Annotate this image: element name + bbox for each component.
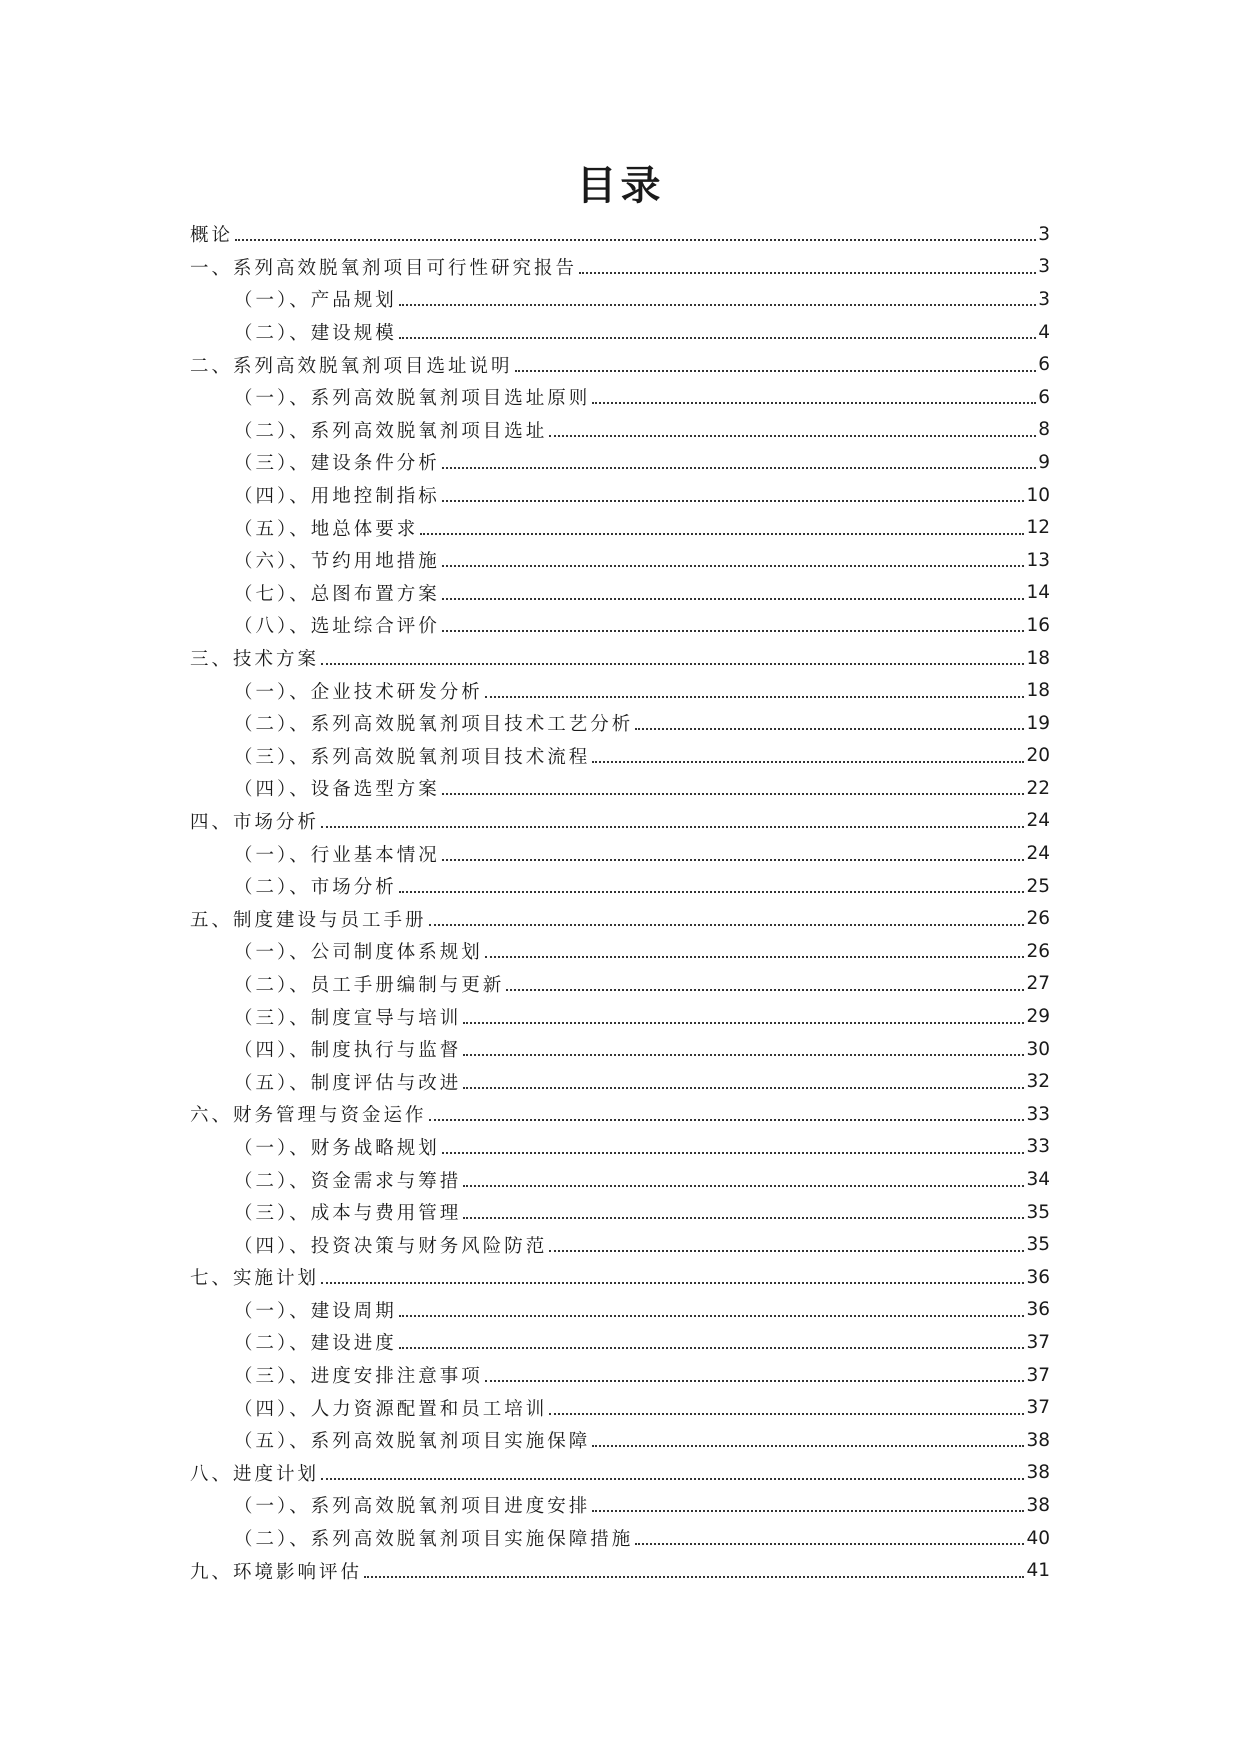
toc-entry-label: 九、环境影响评估 — [190, 1561, 363, 1583]
toc-entry-label: （三）、系列高效脱氧剂项目技术流程 — [234, 746, 591, 768]
toc-entry[interactable] — [190, 316, 1050, 349]
toc-entry-label: （三）、制度宣导与培训 — [234, 1007, 462, 1029]
toc-entry-label: （二）、系列高效脱氧剂项目实施保障措施 — [234, 1529, 634, 1551]
toc-entry-page: 22 — [1026, 777, 1050, 799]
toc-entry-page: 36 — [1026, 1299, 1050, 1321]
dot-leader — [506, 989, 1024, 991]
dot-leader — [463, 1022, 1024, 1024]
toc-entry[interactable] — [190, 1489, 1050, 1522]
dot-leader — [442, 1152, 1025, 1154]
toc-entry[interactable] — [190, 1065, 1050, 1098]
dot-leader — [321, 1282, 1024, 1284]
dot-leader — [321, 1478, 1024, 1480]
toc-entry-label: （二）、员工手册编制与更新 — [234, 974, 505, 996]
toc-entry-label: （一）、行业基本情况 — [234, 844, 440, 866]
toc-entry[interactable] — [190, 511, 1050, 544]
toc-entry-label: 五、制度建设与员工手册 — [190, 909, 427, 931]
toc-entry-page: 9 — [1038, 451, 1050, 473]
dot-leader — [485, 696, 1025, 698]
toc-entry-label: 六、财务管理与资金运作 — [190, 1105, 427, 1127]
dot-leader — [463, 1217, 1024, 1219]
toc-entry-label: （五）、制度评估与改进 — [234, 1072, 462, 1094]
dot-leader — [442, 598, 1025, 600]
dot-leader — [579, 272, 1036, 274]
dot-leader — [549, 1250, 1024, 1252]
dot-leader — [592, 402, 1036, 404]
toc-entry-page: 8 — [1038, 419, 1050, 441]
dot-leader — [549, 1413, 1024, 1415]
dot-leader — [321, 663, 1024, 665]
toc-entry-label: 四、市场分析 — [190, 811, 320, 833]
toc-entry-page: 38 — [1026, 1494, 1050, 1516]
dot-leader — [442, 793, 1025, 795]
toc-entry[interactable] — [190, 870, 1050, 903]
table-of-contents — [190, 218, 1050, 1587]
toc-entry-label: 八、进度计划 — [190, 1463, 320, 1485]
toc-entry-label: （一）、公司制度体系规划 — [234, 942, 483, 964]
toc-entry-label: （一）、系列高效脱氧剂项目进度安排 — [234, 1496, 591, 1518]
toc-entry-label: （五）、地总体要求 — [234, 518, 419, 540]
toc-entry[interactable] — [190, 1131, 1050, 1164]
toc-entry-page: 34 — [1026, 1169, 1050, 1191]
toc-entry-page: 32 — [1026, 1071, 1050, 1093]
page-title: 目录 — [576, 163, 665, 209]
dot-leader — [429, 924, 1025, 926]
toc-entry-label: （二）、系列高效脱氧剂项目选址 — [234, 420, 548, 442]
toc-entry-page: 13 — [1026, 549, 1050, 571]
toc-entry-label: （三）、建设条件分析 — [234, 453, 440, 475]
toc-entry[interactable] — [190, 283, 1050, 316]
dot-leader — [485, 1380, 1025, 1382]
toc-entry-label: 一、系列高效脱氧剂项目可行性研究报告 — [190, 257, 578, 279]
toc-entry-page: 41 — [1026, 1560, 1050, 1582]
toc-entry-page: 38 — [1026, 1429, 1050, 1451]
dot-leader — [442, 565, 1025, 567]
toc-entry-label: （一）、企业技术研发分析 — [234, 681, 483, 703]
dot-leader — [515, 370, 1037, 372]
toc-entry-page: 37 — [1026, 1364, 1050, 1386]
dot-leader — [399, 337, 1036, 339]
toc-entry[interactable] — [190, 1261, 1050, 1294]
toc-entry[interactable] — [190, 577, 1050, 610]
toc-entry[interactable] — [190, 446, 1050, 479]
toc-entry[interactable] — [190, 1000, 1050, 1033]
toc-entry[interactable] — [190, 1196, 1050, 1229]
toc-entry[interactable] — [190, 1522, 1050, 1555]
toc-entry-page: 36 — [1026, 1266, 1050, 1288]
toc-entry[interactable] — [190, 642, 1050, 675]
toc-entry-page: 4 — [1038, 321, 1050, 343]
toc-entry-page: 30 — [1026, 1038, 1050, 1060]
toc-entry-label: （五）、系列高效脱氧剂项目实施保障 — [234, 1431, 591, 1453]
toc-entry-label: （三）、成本与费用管理 — [234, 1203, 462, 1225]
toc-entry[interactable] — [190, 218, 1050, 251]
dot-leader — [429, 1119, 1025, 1121]
toc-entry-label: （八）、选址综合评价 — [234, 616, 440, 638]
toc-entry-page: 3 — [1038, 256, 1050, 278]
dot-leader — [321, 826, 1024, 828]
toc-entry[interactable] — [190, 544, 1050, 577]
toc-entry-label: （六）、节约用地措施 — [234, 551, 440, 573]
toc-entry-label: 三、技术方案 — [190, 649, 320, 671]
toc-entry-label: （七）、总图布置方案 — [234, 583, 440, 605]
toc-entry[interactable] — [190, 968, 1050, 1001]
toc-entry[interactable] — [190, 1163, 1050, 1196]
toc-entry-page: 3 — [1038, 223, 1050, 245]
toc-entry-label: （四）、设备选型方案 — [234, 779, 440, 801]
toc-entry[interactable] — [190, 1098, 1050, 1131]
toc-entry[interactable] — [190, 1228, 1050, 1261]
toc-entry[interactable] — [190, 837, 1050, 870]
toc-entry[interactable] — [190, 902, 1050, 935]
toc-entry[interactable] — [190, 935, 1050, 968]
toc-entry-page: 26 — [1026, 940, 1050, 962]
toc-entry-page: 27 — [1026, 973, 1050, 995]
toc-entry[interactable] — [190, 1457, 1050, 1490]
dot-leader — [442, 859, 1025, 861]
toc-entry[interactable] — [190, 772, 1050, 805]
toc-entry-page: 6 — [1038, 386, 1050, 408]
toc-entry-page: 3 — [1038, 288, 1050, 310]
toc-entry-label: （二）、建设进度 — [234, 1333, 397, 1355]
dot-leader — [399, 891, 1025, 893]
toc-entry-page: 18 — [1026, 647, 1050, 669]
toc-entry[interactable] — [190, 1326, 1050, 1359]
toc-entry[interactable] — [190, 740, 1050, 773]
dot-leader — [399, 304, 1036, 306]
toc-entry[interactable] — [190, 479, 1050, 512]
dot-leader — [592, 1445, 1024, 1447]
toc-entry-page: 16 — [1026, 614, 1050, 636]
toc-entry-label: （二）、市场分析 — [234, 877, 397, 899]
toc-entry[interactable] — [190, 707, 1050, 740]
dot-leader — [463, 1054, 1024, 1056]
toc-entry[interactable] — [190, 414, 1050, 447]
toc-entry-label: （一）、建设周期 — [234, 1300, 397, 1322]
toc-entry-label: （二）、系列高效脱氧剂项目技术工艺分析 — [234, 714, 634, 736]
toc-entry[interactable] — [190, 674, 1050, 707]
dot-leader — [635, 728, 1024, 730]
toc-entry[interactable] — [190, 381, 1050, 414]
toc-entry-page: 10 — [1026, 484, 1050, 506]
toc-entry-page: 18 — [1026, 680, 1050, 702]
dot-leader — [549, 435, 1036, 437]
toc-entry-page: 29 — [1026, 1006, 1050, 1028]
toc-entry-page: 14 — [1026, 582, 1050, 604]
toc-entry-page: 40 — [1026, 1527, 1050, 1549]
toc-entry-page: 24 — [1026, 810, 1050, 832]
toc-entry-label: （一）、财务战略规划 — [234, 1137, 440, 1159]
toc-entry[interactable] — [190, 609, 1050, 642]
toc-entry-label: （四）、制度执行与监督 — [234, 1040, 462, 1062]
toc-entry-page: 25 — [1026, 875, 1050, 897]
toc-entry[interactable] — [190, 1424, 1050, 1457]
dot-leader — [592, 761, 1024, 763]
toc-entry-page: 6 — [1038, 354, 1050, 376]
dot-leader — [442, 630, 1025, 632]
toc-entry-label: （四）、人力资源配置和员工培训 — [234, 1398, 548, 1420]
dot-leader — [463, 1087, 1024, 1089]
toc-entry[interactable] — [190, 1294, 1050, 1327]
toc-entry-label: 七、实施计划 — [190, 1268, 320, 1290]
toc-entry-label: （二）、资金需求与筹措 — [234, 1170, 462, 1192]
toc-entry[interactable] — [190, 1391, 1050, 1424]
toc-entry-label: （一）、产品规划 — [234, 290, 397, 312]
toc-entry-page: 33 — [1026, 1136, 1050, 1158]
toc-entry-page: 26 — [1026, 908, 1050, 930]
toc-entry-page: 38 — [1026, 1462, 1050, 1484]
dot-leader — [399, 1347, 1025, 1349]
toc-entry-label: 概论 — [190, 225, 234, 247]
toc-entry[interactable] — [190, 1359, 1050, 1392]
toc-entry[interactable] — [190, 251, 1050, 284]
dot-leader — [420, 533, 1024, 535]
toc-entry-label: （一）、系列高效脱氧剂项目选址原则 — [234, 388, 591, 410]
toc-entry[interactable] — [190, 805, 1050, 838]
toc-entry-page: 19 — [1026, 712, 1050, 734]
toc-entry-page: 33 — [1026, 1103, 1050, 1125]
toc-entry[interactable] — [190, 1554, 1050, 1587]
toc-entry-page: 35 — [1026, 1201, 1050, 1223]
toc-entry-page: 24 — [1026, 843, 1050, 865]
toc-entry-page: 35 — [1026, 1234, 1050, 1256]
dot-leader — [635, 1543, 1024, 1545]
toc-entry-label: （四）、用地控制指标 — [234, 486, 440, 508]
dot-leader — [442, 500, 1025, 502]
dot-leader — [364, 1576, 1024, 1578]
toc-entry[interactable] — [190, 348, 1050, 381]
toc-entry-page: 37 — [1026, 1397, 1050, 1419]
dot-leader — [463, 1185, 1024, 1187]
toc-entry-label: 二、系列高效脱氧剂项目选址说明 — [190, 355, 513, 377]
dot-leader — [592, 1510, 1024, 1512]
dot-leader — [235, 239, 1036, 241]
dot-leader — [485, 956, 1025, 958]
toc-entry-label: （二）、建设规模 — [234, 323, 397, 345]
toc-entry-label: （四）、投资决策与财务风险防范 — [234, 1235, 548, 1257]
toc-entry[interactable] — [190, 1033, 1050, 1066]
toc-entry-page: 37 — [1026, 1331, 1050, 1353]
dot-leader — [442, 467, 1036, 469]
toc-entry-label: （三）、进度安排注意事项 — [234, 1366, 483, 1388]
dot-leader — [399, 1315, 1025, 1317]
toc-entry-page: 20 — [1026, 745, 1050, 767]
toc-entry-page: 12 — [1026, 517, 1050, 539]
